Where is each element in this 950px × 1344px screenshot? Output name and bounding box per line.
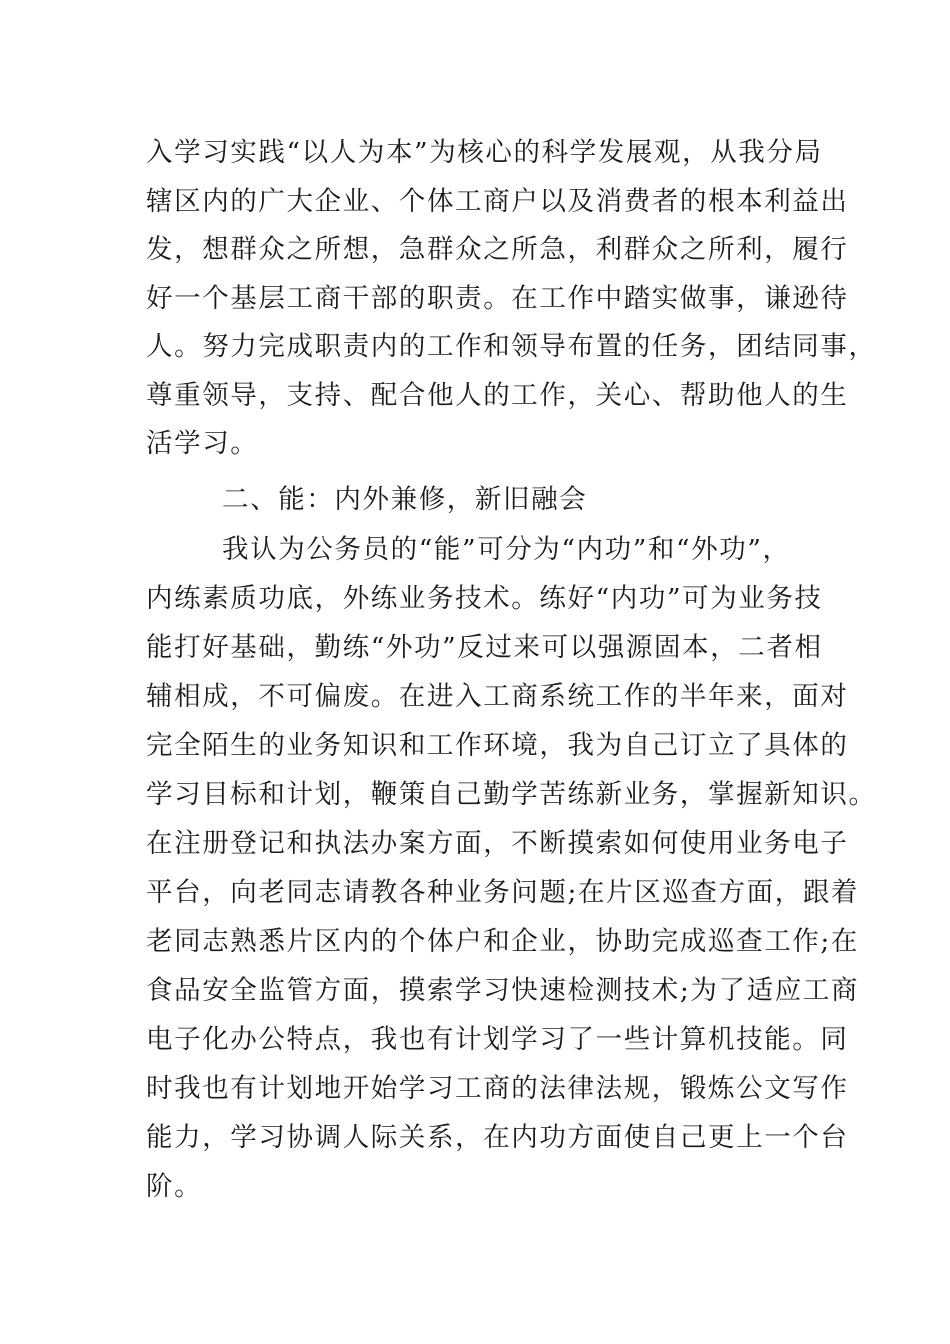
text-line: 食品安全监管方面，摸索学习快速检测技术;为了适应工商 xyxy=(146,975,860,1006)
text-line: 入学习实践“以人为本”为核心的科学发展观，从我分局 xyxy=(146,137,823,168)
text-line: 我认为公务员的“能”可分为“内功”和“外功”， xyxy=(222,534,791,565)
text-line: 能打好基础，勤练“外功”反过来可以强源固本，二者相 xyxy=(146,632,823,663)
text-line: 人。努力完成职责内的工作和领导布置的任务，团结同事， xyxy=(146,331,877,362)
text-line: 发，想群众之所想，急群众之所急，利群众之所利，履行 xyxy=(146,234,849,265)
text-line: 平台，向老同志请教各种业务问题;在片区巡查方面，跟着 xyxy=(146,877,860,908)
text-line: 电子化办公特点，我也有计划学习了一些计算机技能。同 xyxy=(146,1024,849,1055)
text-line: 活学习。 xyxy=(146,428,259,459)
text-line: 时我也有计划地开始学习工商的法律法规，锻炼公文写作 xyxy=(146,1073,849,1104)
text-line: 学习目标和计划，鞭策自己勤学苦练新业务，掌握新知识。 xyxy=(146,779,877,810)
text-line: 辖区内的广大企业、个体工商户以及消费者的根本利益出 xyxy=(146,186,849,217)
text-line: 阶。 xyxy=(146,1171,203,1202)
text-line: 在注册登记和执法办案方面，不断摸索如何使用业务电子 xyxy=(146,828,849,859)
text-line: 能力，学习协调人际关系，在内功方面使自己更上一个台 xyxy=(146,1122,849,1153)
text-line: 好一个基层工商干部的职责。在工作中踏实做事，谦逊待 xyxy=(146,283,849,314)
text-line: 内练素质功底，外练业务技术。练好“内功”可为业务技 xyxy=(146,583,823,614)
text-line: 完全陌生的业务知识和工作环境，我为自己订立了具体的 xyxy=(146,730,849,761)
text-line: 老同志熟悉片区内的个体户和企业，协助完成巡查工作;在 xyxy=(146,926,860,957)
section-heading: 二、能：内外兼修，新旧融会 xyxy=(222,484,588,515)
text-line: 尊重领导，支持、配合他人的工作，关心、帮助他人的生 xyxy=(146,380,849,411)
text-line: 辅相成，不可偏废。在进入工商系统工作的半年来，面对 xyxy=(146,681,849,712)
